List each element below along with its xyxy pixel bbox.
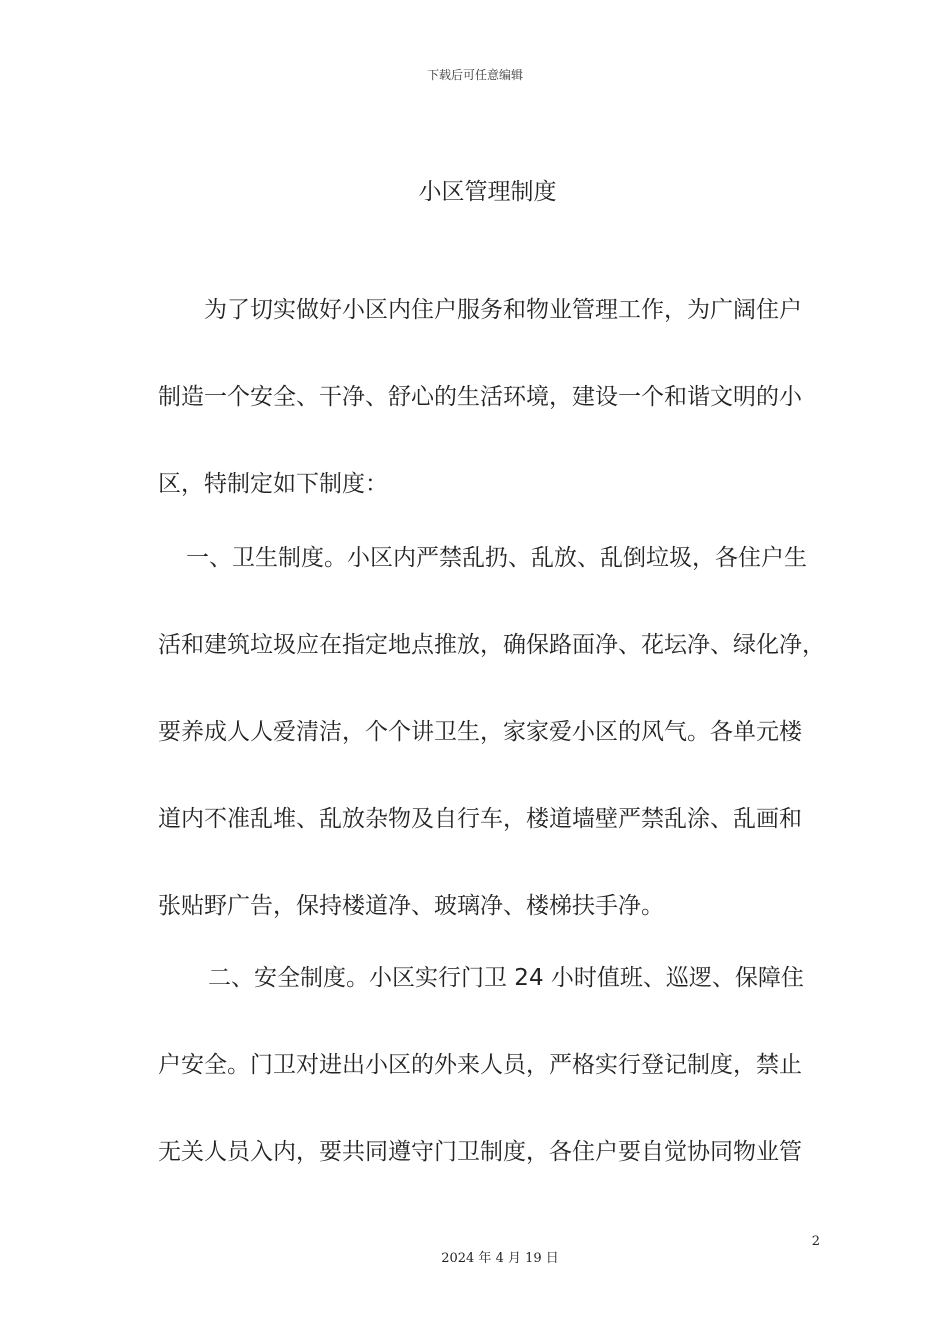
- body-line: 户安全。门卫对进出小区的外来人员，严格实行登记制度，禁止: [158, 1052, 802, 1078]
- body-line: 道内不准乱堆、乱放杂物及自行车，楼道墙壁严禁乱涂、乱画和: [158, 806, 802, 832]
- body-line: 制造一个安全、干净、舒心的生活环境，建设一个和谐文明的小: [158, 384, 802, 410]
- body-line: 张贴野广告，保持楼道净、玻璃净、楼梯扶手净。: [158, 893, 664, 919]
- body-line: 要养成人人爱清洁，个个讲卫生，家家爱小区的风气。各单元楼: [158, 719, 802, 745]
- page-footer-date: 2024 年 4 月 19 日: [441, 1251, 559, 1266]
- body-line: 活和建筑垃圾应在指定地点推放，确保路面净、花坛净、绿化净，: [158, 632, 825, 658]
- body-line: 为了切实做好小区内住户服务和物业管理工作，为广阔住户: [204, 297, 802, 323]
- page-number: 2: [811, 1234, 820, 1249]
- body-line: 区，特制定如下制度：: [158, 471, 388, 497]
- body-line: 无关人员入内，要共同遵守门卫制度，各住户要自觉协同物业管: [158, 1139, 802, 1165]
- body-line: 二、安全制度。小区实行门卫 24 小时值班、巡逻、保障住: [208, 965, 804, 991]
- body-line: 一、卫生制度。小区内严禁乱扔、乱放、乱倒垃圾，各住户生: [186, 545, 807, 571]
- document-title: 小区管理制度: [418, 179, 557, 205]
- page-header: 下载后可任意编辑: [426, 68, 523, 82]
